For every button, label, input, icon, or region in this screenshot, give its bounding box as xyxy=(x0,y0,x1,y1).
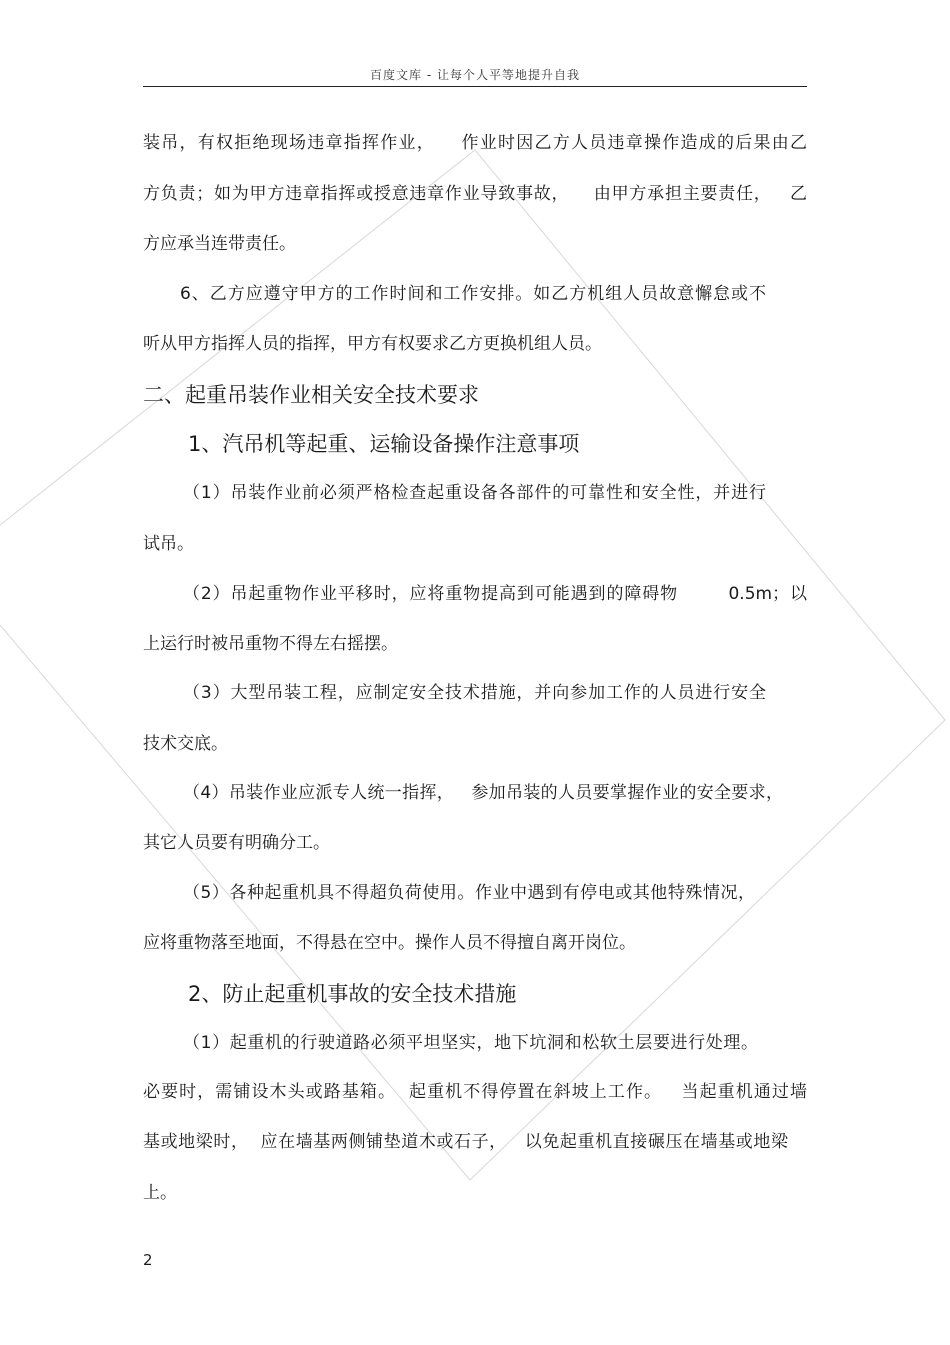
page-number: 2 xyxy=(143,1251,153,1269)
body-line: （5）各种起重机具不得超负荷使用。作业中遇到有停电或其他特殊情况， xyxy=(183,883,755,903)
body-line: 听从甲方指挥人员的指挥，甲方有权要求乙方更换机组人员。 xyxy=(143,334,602,354)
body-line: （2）吊起重物作业平移时，应将重物提高到可能遇到的障碍物 0.5m；以 xyxy=(183,584,807,604)
page-header: 百度文库 - 让每个人平等地提升自我 xyxy=(370,68,580,82)
subsection-heading: 2、防止起重机事故的安全技术措施 xyxy=(188,982,517,1006)
body-line: （1）吊装作业前必须严格检查起重设备各部件的可靠性和安全性，并进行 xyxy=(183,483,766,503)
body-line: 方应承当连带责任。 xyxy=(143,234,296,254)
body-line: 应将重物落至地面，不得悬在空中。操作人员不得擅自离开岗位。 xyxy=(143,933,636,953)
section-heading: 二、起重吊装作业相关安全技术要求 xyxy=(143,383,479,407)
body-line: （1）起重机的行驶道路必须平坦坚实，地下坑洞和松软土层要进行处理。 xyxy=(183,1033,758,1053)
header-divider xyxy=(143,86,807,87)
body-line: 上。 xyxy=(143,1183,177,1203)
body-line: 装吊，有权拒绝现场违章指挥作业， 作业时因乙方人员违章操作造成的后果由乙 xyxy=(143,133,807,153)
body-line: 试吊。 xyxy=(143,534,194,554)
body-line: （3）大型吊装工程，应制定安全技术措施，并向参加工作的人员进行安全 xyxy=(183,683,766,703)
body-line: 必要时，需铺设木头或路基箱。 起重机不得停置在斜坡上工作。 当起重机通过墙 xyxy=(143,1082,807,1102)
body-line: 技术交底。 xyxy=(143,734,228,754)
body-line: 其它人员要有明确分工。 xyxy=(143,833,330,853)
body-line: （4）吊装作业应派专人统一指挥， 参加吊装的人员要掌握作业的安全要求， xyxy=(183,783,783,803)
body-line: 6、乙方应遵守甲方的工作时间和工作安排。如乙方机组人员故意懈怠或不 xyxy=(180,284,766,304)
subsection-heading: 1、汽吊机等起重、运输设备操作注意事项 xyxy=(188,432,580,456)
body-line: 方负责；如为甲方违章指挥或授意违章作业导致事故， 由甲方承担主要责任， 乙 xyxy=(143,184,807,204)
body-line: 基或地梁时， 应在墙基两侧铺垫道木或石子， 以免起重机直接碾压在墙基或地梁 xyxy=(143,1132,788,1152)
body-line: 上运行时被吊重物不得左右摇摆。 xyxy=(143,634,398,654)
